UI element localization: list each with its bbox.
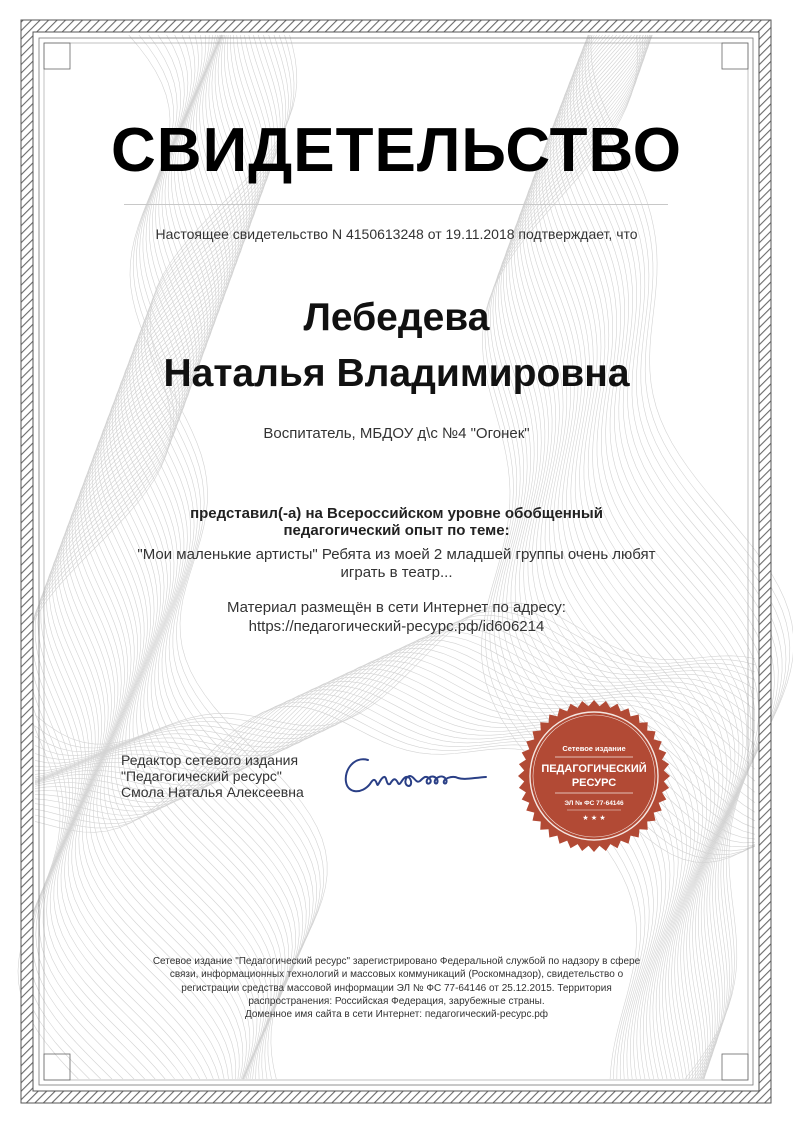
experience-topic: [0, 546, 793, 582]
editor-name: Смола Наталья Алексеевна: [121, 784, 304, 800]
presented-line: педагогический опыт по теме:: [283, 522, 510, 539]
seal-body: [518, 700, 670, 852]
certificate-intro: Настоящее свидетельство N 4150613248 от 19.11.2018 подтверждает, что: [155, 226, 638, 242]
footer-line: регистрации средства массовой информации ЭЛ № ФС 77-64146 от 25.12.2015. Территория: [181, 982, 612, 994]
footer-line: Доменное имя сайта в сети Интернет: педагогический-ресурс.рф: [244, 1009, 549, 1021]
material-location: [0, 598, 793, 636]
editor-role: Редактор сетевого издания: [121, 752, 299, 768]
seal-title-line: РЕСУРС: [571, 777, 617, 789]
registration-footer: [0, 955, 793, 1021]
topic-line: играть в театр...: [340, 564, 453, 581]
seal-registration: ЭЛ № ФС 77-64146: [564, 800, 624, 807]
recipient-given-names: Наталья Владимировна: [163, 352, 630, 395]
seal-top-text: Сетевое издание: [562, 744, 626, 753]
seal-stars: ★ ★ ★: [582, 814, 606, 822]
title-divider: [124, 204, 668, 205]
recipient-position: Воспитатель, МБДОУ д\с №4 "Огонек": [263, 425, 530, 442]
editor-publication: "Педагогический ресурс": [121, 768, 282, 784]
topic-line: "Мои маленькие артисты" Ребята из моей 2 младшей группы очень любят: [137, 546, 656, 563]
footer-line: распространения: Российская Федерация, зарубежные страны.: [248, 995, 545, 1007]
material-label: Материал размещён в сети Интернет по адресу:: [227, 599, 566, 616]
presented-line: представил(-а) на Всероссийском уровне обобщенный: [190, 505, 603, 522]
editor-signature: [340, 748, 500, 808]
presented-statement: [0, 505, 793, 539]
editor-block: [121, 752, 304, 800]
footer-line: связи, информационных технологий и массовых коммуникаций (Роскомнадзор), свидетельство о: [169, 969, 624, 981]
footer-line: Сетевое издание "Педагогический ресурс" зарегистрировано Федеральной службой по надзору в сфере: [152, 956, 641, 967]
recipient-surname: Лебедева: [303, 296, 490, 339]
certificate-title: СВИДЕТЕЛЬСТВО: [111, 116, 682, 185]
material-url: https://педагогический-ресурс.рф/id606214: [248, 618, 545, 635]
publisher-seal: [517, 699, 671, 853]
seal-title-line: ПЕДАГОГИЧЕСКИЙ: [541, 763, 647, 775]
